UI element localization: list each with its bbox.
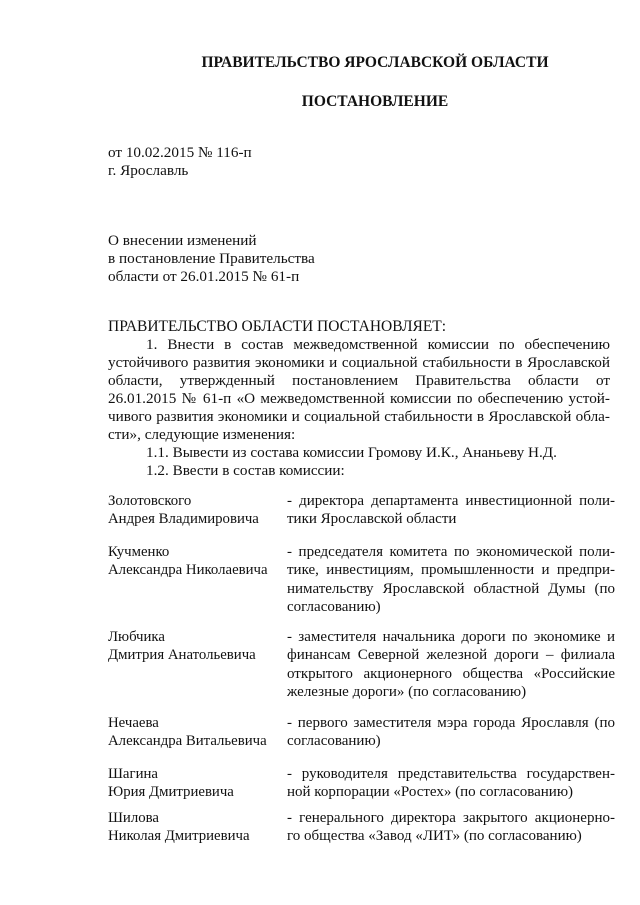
member-name: Кучменко Александра Николаевича	[108, 544, 268, 579]
member-name: Нечаева Александра Витальевича	[108, 715, 267, 750]
member-position: - первого заместителя мэра города Ярославля (по согласованию)	[287, 715, 615, 750]
member-position: - заместителя начальника дороги по экономике и финансам Северной железной дороги – филиала открытого акционерного общества «Российские железные дороги» (по согласованию)	[287, 629, 615, 701]
paragraph-line: 26.01.2015 № 61-п «О межведомственной комиссии по обеспечению устой-	[108, 390, 610, 407]
document-type-heading: ПОСТАНОВЛЕНИЕ	[301, 93, 449, 110]
paragraph-line: чивого развития экономики и социальной стабильности в Ярославской обла-	[108, 408, 610, 425]
paragraph-line: области, утвержденный постановлением Правительства области от	[108, 372, 610, 389]
item-1-1: 1.1. Вывести из состава комиссии Громову И.К., Ананьеву Н.Д.	[146, 444, 557, 461]
member-name: Любчика Дмитрия Анатольевича	[108, 629, 256, 664]
member-name: Шилова Николая Дмитриевича	[108, 810, 250, 845]
decree-statement: ПРАВИТЕЛЬСТВО ОБЛАСТИ ПОСТАНОВЛЯЕТ:	[108, 318, 447, 335]
subject-line: области от 26.01.2015 № 61-п	[108, 268, 300, 285]
item-1-2: 1.2. Ввести в состав комиссии:	[146, 462, 345, 479]
subject-line: О внесении изменений	[108, 232, 257, 249]
member-position: - директора департамента инвестиционной поли- тики Ярославской области	[287, 493, 615, 528]
member-name: Золотовского Андрея Владимировича	[108, 493, 259, 528]
paragraph-line: 1. Внести в состав межведомственной комиссии по обеспечению	[146, 336, 610, 353]
subject-line: в постановление Правительства	[108, 250, 315, 267]
member-position: - руководителя представительства государствен- ной корпорации «Ростех» (по согласованию)	[287, 766, 615, 801]
member-position: - генерального директора закрытого акционерно- го общества «Завод «ЛИТ» (по согласованию)	[287, 810, 615, 845]
government-heading: ПРАВИТЕЛЬСТВО ЯРОСЛАВСКОЙ ОБЛАСТИ	[201, 54, 549, 71]
paragraph-line: устойчивого развития экономики и социальной стабильности в Ярославской	[108, 354, 610, 371]
member-name: Шагина Юрия Дмитриевича	[108, 766, 234, 801]
member-position: - председателя комитета по экономической поли- тике, инвестициям, промышленности и предпри- нимательству Ярославской областной Думы (по согласованию)	[287, 544, 615, 616]
date-number: от 10.02.2015 № 116-п	[108, 144, 252, 161]
city: г. Ярославль	[108, 162, 189, 179]
paragraph-line: сти», следующие изменения:	[108, 426, 296, 443]
